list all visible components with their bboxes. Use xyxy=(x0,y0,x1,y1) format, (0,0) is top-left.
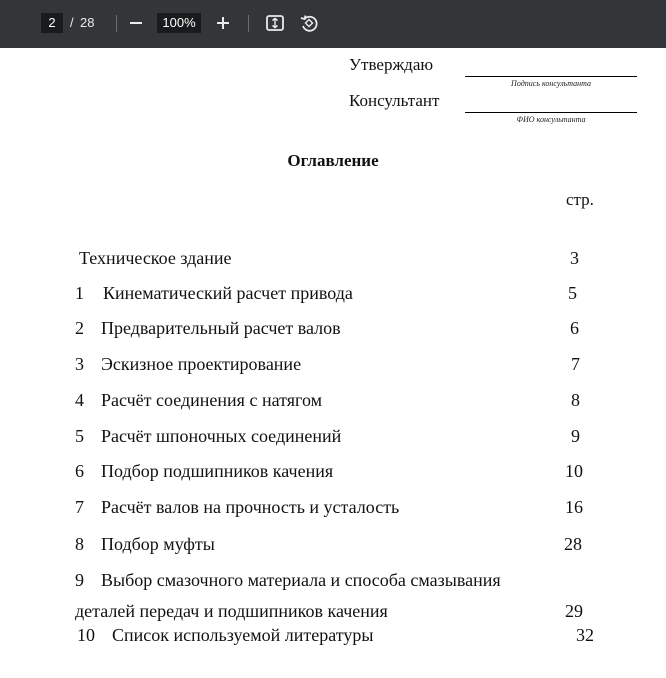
toc-item-title: Расчёт валов на прочность и усталость xyxy=(101,497,400,517)
page-column-label: стр. xyxy=(566,190,594,209)
signature-line xyxy=(465,76,637,77)
toc-item-title: Техническое здание xyxy=(79,248,232,268)
toc-item-page: 6 xyxy=(570,318,579,338)
rotate-button[interactable] xyxy=(297,11,321,35)
toc-item-number: 9 xyxy=(75,570,84,590)
toc-item-number: 10 xyxy=(77,625,95,645)
toc-item-page: 5 xyxy=(568,283,577,303)
toc-item-title-continuation: деталей передач и подшипников качения xyxy=(75,601,388,621)
toc-item-page: 16 xyxy=(565,497,583,517)
toc-item-page: 8 xyxy=(571,390,580,410)
toc-item-number: 7 xyxy=(75,497,84,517)
toc-item-page: 29 xyxy=(565,601,583,621)
toc-item-title: Выбор смазочного материала и способа смазывания xyxy=(101,570,501,590)
zoom-out-button[interactable] xyxy=(124,11,148,35)
toc-item-title: Кинематический расчет привода xyxy=(103,283,353,303)
toc-item-page: 10 xyxy=(565,461,583,481)
toc-item-title: Расчёт соединения с натягом xyxy=(101,390,322,410)
toc-item-number: 6 xyxy=(75,461,84,481)
toc-item-page: 7 xyxy=(571,354,580,374)
name-caption: ФИО консультанта xyxy=(516,115,586,124)
minus-icon xyxy=(124,11,148,35)
toc-row[interactable] xyxy=(0,318,666,342)
toc-item-page: 3 xyxy=(570,248,579,268)
toc-item-number: 4 xyxy=(75,390,84,410)
name-line xyxy=(465,112,637,113)
toc-item-title: Предварительный расчет валов xyxy=(101,318,341,338)
signature-caption: Подпись консультанта xyxy=(511,79,591,88)
toc-item-title: Подбор муфты xyxy=(101,534,215,554)
toc-item-page: 28 xyxy=(564,534,582,554)
toc-item-number: 2 xyxy=(75,318,84,338)
zoom-in-button[interactable] xyxy=(211,11,235,35)
pdf-toolbar xyxy=(0,0,666,48)
toc-row[interactable] xyxy=(0,497,666,521)
toc-item-number: 5 xyxy=(75,426,84,446)
rotate-icon xyxy=(297,11,321,35)
toc-row[interactable] xyxy=(0,461,666,485)
toc-item-title: Расчёт шпоночных соединений xyxy=(101,426,342,446)
toc-item-page: 32 xyxy=(576,625,594,645)
total-pages: 28 xyxy=(80,15,95,30)
document-page xyxy=(0,48,666,678)
page-number-input[interactable]: 2 xyxy=(41,13,63,33)
toc-row[interactable] xyxy=(0,354,666,378)
zoom-level-input[interactable]: 100% xyxy=(157,13,201,33)
toc-row[interactable] xyxy=(0,248,666,272)
toc-row[interactable] xyxy=(0,426,666,450)
plus-icon xyxy=(211,11,235,35)
toc-heading: Оглавление xyxy=(287,151,379,170)
toc-item-title: Эскизное проектирование xyxy=(101,354,302,374)
fit-page-button[interactable] xyxy=(263,11,287,35)
toolbar-divider xyxy=(248,15,249,32)
consultant-label: Консультант xyxy=(349,91,440,110)
toolbar-divider xyxy=(116,15,117,32)
toc-row[interactable] xyxy=(0,570,666,594)
toc-item-number: 8 xyxy=(75,534,84,554)
toc-row[interactable] xyxy=(0,390,666,414)
toc-item-number: 1 xyxy=(75,283,84,303)
toc-row[interactable] xyxy=(0,534,666,558)
toc-item-title: Подбор подшипников качения xyxy=(101,461,334,481)
toc-row[interactable] xyxy=(0,283,666,307)
toc-item-number: 3 xyxy=(75,354,84,374)
toc-item-title: Список используемой литературы xyxy=(112,625,374,645)
toc-row-continuation[interactable] xyxy=(0,601,666,625)
fit-page-icon xyxy=(263,11,287,35)
toc-item-page: 9 xyxy=(571,426,580,446)
toc-row[interactable] xyxy=(0,625,666,649)
page-separator: / xyxy=(70,15,74,30)
approve-label: Утверждаю xyxy=(349,55,434,74)
